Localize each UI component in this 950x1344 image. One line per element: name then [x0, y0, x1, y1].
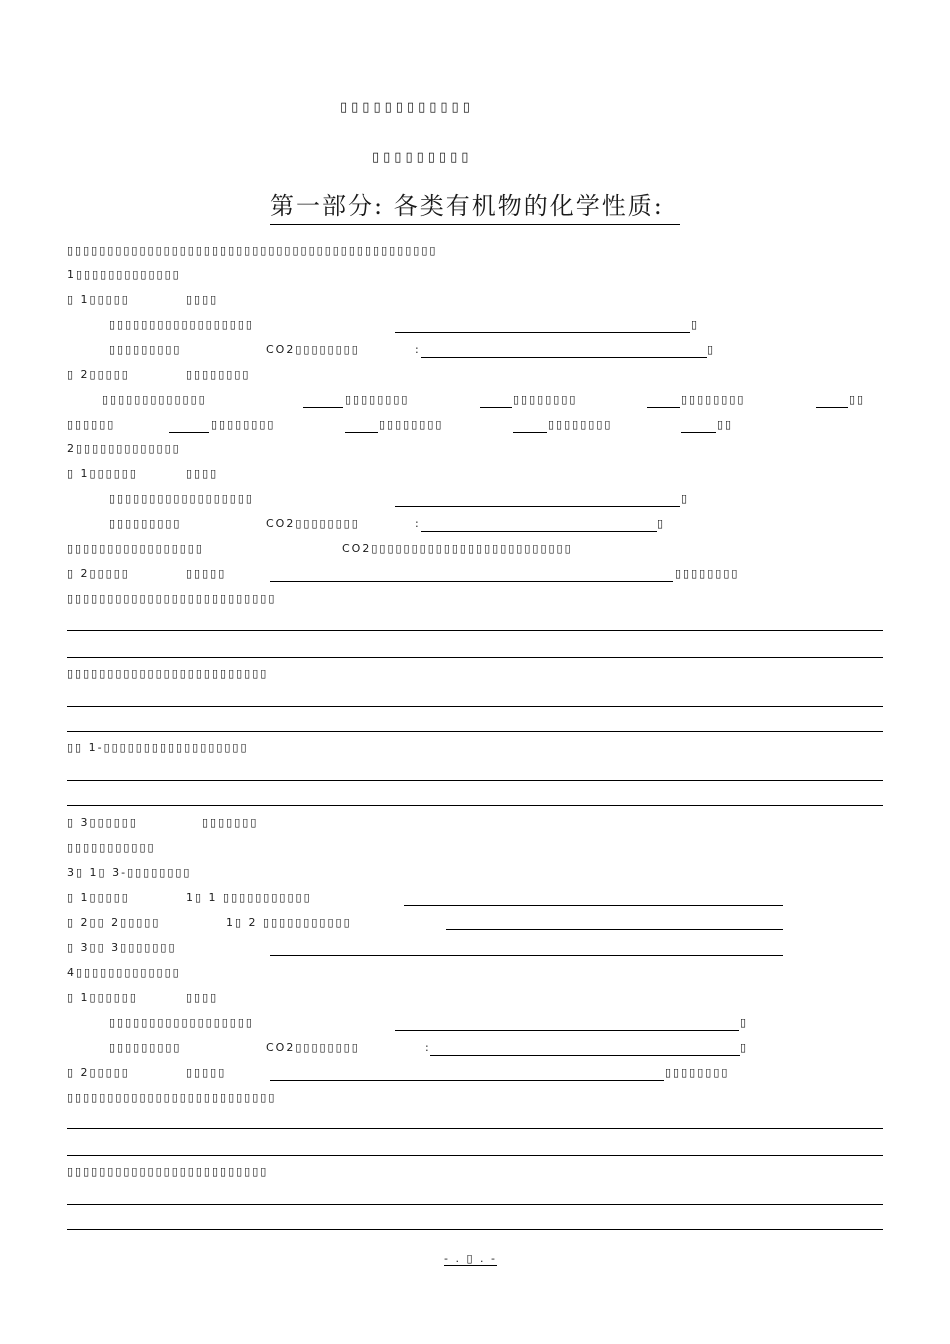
question-5: ▯▯▯▯▯▯▯▯▯▯▯▯▯▯▯▯▯▯▯▯▯▯▯▯▯: [67, 1165, 269, 1178]
s1-item2-label-2: ▯▯▯▯▯▯▯▯: [186, 368, 251, 381]
answer-line[interactable]: [67, 1229, 883, 1230]
s3-item2-label: ▯ 2▯▯ 2▯▯▯▯▯: [67, 916, 161, 929]
s2-item3-label: ▯ 3▯▯▯▯▯▯: [67, 816, 138, 829]
answer-line[interactable]: [67, 1155, 883, 1156]
s1-item1-end: ▯: [691, 318, 700, 331]
answer-line[interactable]: [67, 1128, 883, 1129]
s2-item2-label: ▯ 2▯▯▯▯▯: [67, 567, 130, 580]
s3-item1-text: 1▯ 1 ▯▯▯▯▯▯▯▯▯▯▯: [186, 891, 312, 904]
s1-item2-text-4: ▯▯▯▯▯▯▯▯: [681, 393, 746, 406]
s3-item1-label: ▯ 1▯▯▯▯▯: [67, 891, 130, 904]
s1-item2-blank-2[interactable]: [480, 407, 512, 408]
s2-item3-text: ▯▯▯▯▯▯▯▯▯▯▯: [67, 841, 156, 854]
s1-item1-end-2: ▯: [707, 343, 716, 356]
s2-item1-end: ▯: [681, 492, 690, 505]
answer-line[interactable]: [67, 731, 883, 732]
s1-item2-blank-3[interactable]: [647, 407, 680, 408]
s2-blank-1[interactable]: [395, 506, 680, 507]
s4-item1-end: ▯: [740, 1016, 749, 1029]
s2-blank-2[interactable]: [421, 531, 657, 532]
s1-item2-blank-6[interactable]: [345, 432, 378, 433]
header-line-2: ▯▯▯▯▯▯▯▯▯: [372, 150, 473, 165]
s2-note-text: ▯▯▯▯▯▯▯▯▯▯▯▯▯▯▯▯▯: [67, 542, 204, 555]
s4-item2-label: ▯ 2▯▯▯▯▯: [67, 1066, 130, 1079]
s1-item1-text: ▯▯▯▯▯▯▯▯▯▯▯▯▯▯▯▯▯▯: [109, 318, 254, 331]
section-4-heading: 4▯▯▯▯▯▯▯▯▯▯▯▯▯: [67, 966, 181, 979]
s2-item1-text: ▯▯▯▯▯▯▯▯▯▯▯▯▯▯▯▯▯▯: [109, 492, 254, 505]
s2-item2-end: ▯▯▯▯▯▯▯▯: [675, 567, 740, 580]
s1-item1-text-2: ▯▯▯▯▯▯▯▯▯: [109, 343, 182, 356]
header-line-1: ▯▯▯▯▯▯▯▯▯▯▯▯: [340, 100, 474, 115]
s3-item3-blank[interactable]: [270, 955, 783, 956]
s2-item1-text-2: ▯▯▯▯▯▯▯▯▯: [109, 517, 182, 530]
s1-item2-blank-5[interactable]: [169, 432, 209, 433]
answer-line[interactable]: [67, 706, 883, 707]
page-number: - . ▯ . -: [444, 1252, 497, 1265]
s3-item2-text: 1▯ 2 ▯▯▯▯▯▯▯▯▯▯▯: [226, 916, 352, 929]
s1-item2-text-5: ▯▯: [849, 393, 866, 406]
answer-line[interactable]: [67, 805, 883, 806]
s1-item2-blank-8[interactable]: [681, 432, 716, 433]
question-1: ▯▯▯▯▯▯▯▯▯▯▯▯▯▯▯▯▯▯▯▯▯▯▯▯▯▯: [67, 592, 277, 605]
s4-item1-end-2: ▯: [740, 1041, 749, 1054]
s4-item2-blank[interactable]: [270, 1080, 664, 1081]
s4-item2-label-2: ▯▯▯▯▯: [186, 1066, 227, 1079]
answer-line[interactable]: [67, 1204, 883, 1205]
s2-item1-label-2: ▯▯▯▯: [186, 467, 219, 480]
intro-text: ▯▯▯▯▯▯▯▯▯▯▯▯▯▯▯▯▯▯▯▯▯▯▯▯▯▯▯▯▯▯▯▯▯▯▯▯▯▯▯▯▯▯▯▯▯▯: [67, 244, 438, 257]
s4-item1-label: ▯ 1▯▯▯▯▯▯: [67, 991, 138, 1004]
s2-item1-end-2: ▯: [657, 517, 666, 530]
s1-item2-text-6: ▯▯▯▯▯▯▯▯: [211, 418, 276, 431]
s1-blank-1[interactable]: [395, 332, 690, 333]
answer-line[interactable]: [67, 657, 883, 658]
answer-line[interactable]: [67, 780, 883, 781]
section-1-heading: 1▯▯▯▯▯▯▯▯▯▯▯▯▯: [67, 268, 181, 281]
s1-item2-text: ▯▯▯▯▯▯▯▯▯▯▯▯▯: [102, 393, 207, 406]
s4-item1-label-2: ▯▯▯▯: [186, 991, 219, 1004]
s2-colon: :: [415, 517, 421, 530]
s2-item3-label-2: ▯▯▯▯▯▯▯: [202, 816, 259, 829]
answer-line[interactable]: [67, 630, 883, 631]
question-3: ▯▯ 1-▯▯▯▯▯▯▯▯▯▯▯▯▯▯▯▯▯▯: [67, 741, 249, 754]
section-3-heading: 3▯ 1▯ 3-▯▯▯▯▯▯▯▯: [67, 866, 192, 879]
s1-co2-text: CO2▯▯▯▯▯▯▯▯: [266, 343, 360, 356]
s3-item2-blank[interactable]: [446, 929, 783, 930]
s2-co2-text: CO2▯▯▯▯▯▯▯▯: [266, 517, 360, 530]
s4-blank-1[interactable]: [395, 1030, 739, 1031]
question-2: ▯▯▯▯▯▯▯▯▯▯▯▯▯▯▯▯▯▯▯▯▯▯▯▯▯: [67, 667, 269, 680]
s4-item2-end: ▯▯▯▯▯▯▯▯: [665, 1066, 730, 1079]
page-title: 第一部分: 各类有机物的化学性质:: [270, 190, 680, 225]
s1-item2-blank-4[interactable]: [816, 407, 848, 408]
s1-item1-label-2: ▯▯▯▯: [186, 293, 219, 306]
s1-item2-text-3: ▯▯▯▯▯▯▯▯: [513, 393, 578, 406]
section-2-heading: 2▯▯▯▯▯▯▯▯▯▯▯▯▯: [67, 442, 181, 455]
s4-colon: :: [425, 1041, 431, 1054]
s3-item1-blank[interactable]: [404, 905, 783, 906]
s2-item2-label-2: ▯▯▯▯▯: [186, 567, 227, 580]
s4-co2-text: CO2▯▯▯▯▯▯▯▯: [266, 1041, 360, 1054]
s1-item2-text-2: ▯▯▯▯▯▯▯▯: [345, 393, 410, 406]
s1-item2-label: ▯ 2▯▯▯▯▯: [67, 368, 130, 381]
s1-item1-label: ▯ 1▯▯▯▯▯: [67, 293, 130, 306]
s2-item1-label: ▯ 1▯▯▯▯▯▯: [67, 467, 138, 480]
s1-item2-text-8: ▯▯▯▯▯▯▯▯: [548, 418, 613, 431]
s1-colon: :: [415, 343, 421, 356]
s1-item2-text-9: ▯▯: [717, 418, 734, 431]
s2-item2-blank[interactable]: [270, 581, 673, 582]
s1-item2-blank-1[interactable]: [303, 407, 343, 408]
s3-item3-label: ▯ 3▯▯ 3▯▯▯▯▯▯▯: [67, 941, 177, 954]
s1-item2-blank-7[interactable]: [513, 432, 547, 433]
s4-item1-text-2: ▯▯▯▯▯▯▯▯▯: [109, 1041, 182, 1054]
s1-blank-2[interactable]: [421, 357, 707, 358]
s4-blank-2[interactable]: [430, 1055, 740, 1056]
s4-item1-text: ▯▯▯▯▯▯▯▯▯▯▯▯▯▯▯▯▯▯: [109, 1016, 254, 1029]
question-4: ▯▯▯▯▯▯▯▯▯▯▯▯▯▯▯▯▯▯▯▯▯▯▯▯▯▯: [67, 1091, 277, 1104]
s1-item2-line2: ▯▯▯▯▯▯: [67, 418, 116, 431]
s2-note-co2: CO2▯▯▯▯▯▯▯▯▯▯▯▯▯▯▯▯▯▯▯▯▯▯▯▯▯: [342, 542, 573, 555]
s1-item2-text-7: ▯▯▯▯▯▯▯▯: [379, 418, 444, 431]
